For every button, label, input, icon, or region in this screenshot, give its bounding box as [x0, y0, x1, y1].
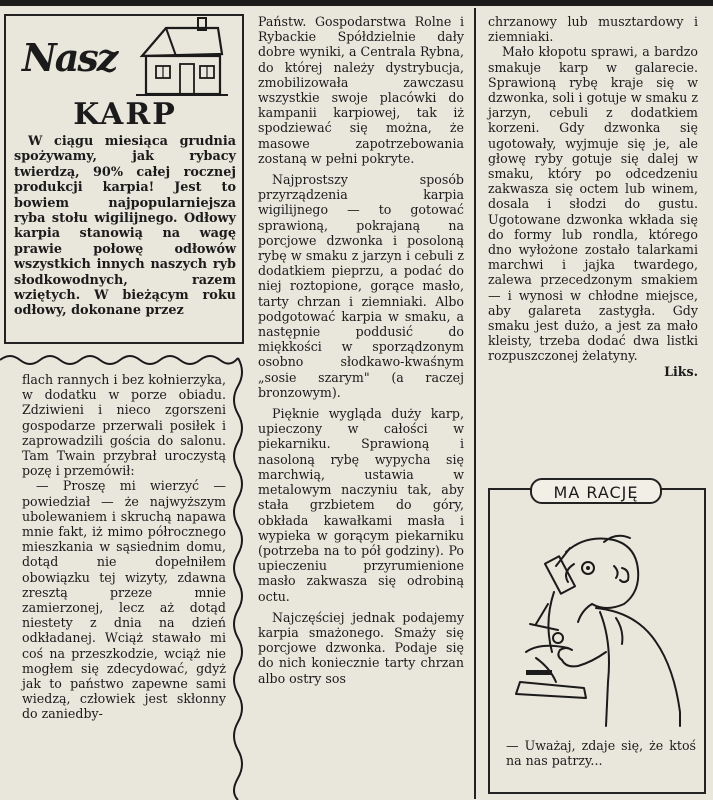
right-paragraph-2: Mało kłopotu sprawi, a bardzo smakuje karp w galarecie. Sprawioną rybę kraje się w dzwonka, soli i gotuje w smaku z jarzyn, cebuli z dodatkiem korzeni. Gdy dzwonka się ugotowały, wyjmuje się je, ale głowę ryby gotuje się dalej w smaku, który po odcedzeniu zakwasza się octem lub winem, dosala i słodzi do gustu. Ugotowane dzwonka wkłada się do formy lub rondla, którego dno wyłożone zostało talarkami marchwi i jajka twardego, zalewa przecedzonym smakiem — i wynosi w chłodne miejsce, aby galareta zastygła. Gdy smaku jest dużo, a jest za mało kleisty, trzeba dodać dwa listki rozpuszczonej żelatyny. — [488, 44, 698, 364]
top-rule — [0, 0, 713, 6]
cartoon-heading: MA RACJĘ — [530, 478, 662, 504]
story-column — [22, 372, 226, 722]
story-paragraph-1: flach rannych i bez kołnierzyka, w dodatku w porze obiadu. Zdziwieni i nieco zgorszeni gospodarze przerwali posiłek i zaprowadzili gościa do salonu. Tam Twain przybrał uroczystą pozę i przemówił: — [22, 372, 226, 479]
recipe-column-right — [488, 14, 698, 379]
middle-paragraph-2: Najprostszy sposób przyrządzenia karpia wigilijnego — to gotować sprawioną, pokrajaną na porcjowe dzwonka i posoloną rybę w smaku z jarzyn i cebuli z dodatkiem pieprzu, a podać do niej roztopione, gorące masło, tarty chrzan i ziemniaki. Albo podgotować karpia w smaku, a następnie poddusić do miękkości w sporządzonym osobno słodkawo-kwaśnym „sosie szarym" (a raczej bronzowym). — [258, 172, 464, 400]
author-signature: Liks. — [664, 363, 698, 379]
house-icon — [136, 16, 228, 98]
story-paragraph-2: — Proszę mi wierzyć — powiedział — że najwyższym ubolewaniem i skruchą napawa mnie fakt, iż mimo półrocznego mieszkania w sąsiednim domu, dotąd nie dopełniłem obowiązku tej wizyty, zdawna zresztą przeze mnie zamierzonej, lecz aż dotąd niestety z dnia na dzień odkładanej. Wciąż stawało mi coś na przeszkodzie, wciąż nie mogłem się zdecydować, gdyż jak to państwo zapewne sami wiedzą, człowiek jest skłonny do zaniedby- — [22, 478, 226, 722]
column-rule — [474, 8, 476, 799]
middle-paragraph-3: Pięknie wygląda duży karp, upieczony w całości w piekarniku. Sprawioną i nasoloną rybę wypycha się marchwią, ustawia w metalowym naczyniu tak, aby stała grzbietem do góry, obkłada kawałkami masła i wypieka w gorącym piekarniku (potrzeba na to pół godziny). Po upieczeniu przyrumienione masło zakwasza się odrobiną octu. — [258, 406, 464, 604]
article-title: KARP — [73, 97, 177, 132]
right-paragraph-1: chrzanowy lub musztardowy i ziemniaki. — [488, 14, 698, 45]
article-intro — [14, 134, 236, 319]
recipe-column-middle — [258, 14, 464, 686]
cartoon-caption: — Uważaj, zdaje się, że ktoś na nas patrzy... — [506, 738, 696, 768]
logo-word: Nasz — [22, 35, 117, 80]
scientist-microscope-illustration — [496, 512, 698, 730]
intro-text: W ciągu miesiąca grudnia spożywamy, jak rybacy twierdzą, 90% całej rocznej produkcji karpia! Jest to bowiem najpopularniejsza ryba stołu wigilijnego. Odłowy karpia stanowią na wagę prawie połowę odłowów wszystkich innych naszych ryb słodkowodnych, razem wziętych. W bieżącym roku odłowy, dokonane przez — [14, 134, 236, 319]
middle-paragraph-1: Państw. Gospodarstwa Rolne i Rybackie Spółdzielnie dały dobre wyniki, a Centrala Rybna, do której należy dystrybucja, zmobilizowała zawczasu wszystkie swoje placówki do kampanii karpiowej, tak iż spodziewać się można, że masowe zapotrzebowania zostaną w pełni pokryte. — [258, 14, 464, 166]
middle-paragraph-4: Najczęściej jednak podajemy karpia smażonego. Smaży się porcjowe dzwonka. Podaje się do nich koniecznie tarty chrzan albo ostry sos — [258, 609, 464, 686]
